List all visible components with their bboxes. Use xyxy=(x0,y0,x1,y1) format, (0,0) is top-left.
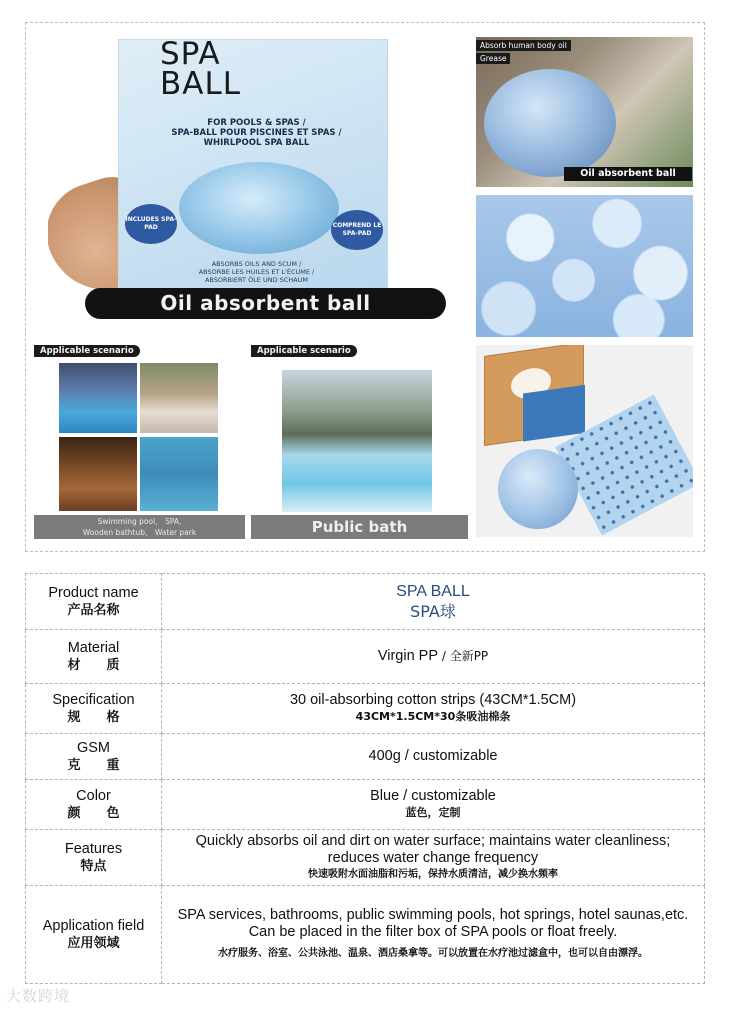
spa-balls-pile-photo xyxy=(476,195,693,337)
spec-table xyxy=(25,573,705,984)
row-gsm xyxy=(26,734,705,780)
water-park-image xyxy=(140,437,218,511)
label-zh: 规 格 xyxy=(67,709,120,725)
value-zh: / 全新PP xyxy=(438,649,489,663)
box-side xyxy=(523,385,585,442)
label-specification xyxy=(26,684,162,734)
value-en: SPA BALL xyxy=(396,582,470,600)
wooden-bathtub-image xyxy=(59,437,137,511)
label-zh: 产品名称 xyxy=(67,602,120,618)
value-zh: 43CM*1.5CM*30条吸油棉条 xyxy=(355,710,511,723)
scenario-tag-right: Applicable scenario xyxy=(251,345,357,357)
spa-ball-box-photo xyxy=(48,31,398,293)
row-product-name xyxy=(26,574,705,630)
value-en: Virgin PP xyxy=(377,648,439,664)
label-en: Material xyxy=(67,639,120,656)
scenario-caption-left: Swimming pool， SPA, Wooden bathtub， Water park xyxy=(34,515,245,539)
value-zh: 水疗服务、浴室、公共泳池、温泉、酒店桑拿等。可以放置在水疗池过滤盒中，也可以自由漂浮。 xyxy=(218,948,648,959)
carton-box xyxy=(484,345,584,446)
public-bath-image xyxy=(282,370,432,512)
spa-ball-image xyxy=(484,69,616,177)
value-zh: 快速吸附水面油脂和污垢，保持水质清洁，减少换水频率 xyxy=(308,868,558,880)
value-application xyxy=(162,886,705,984)
label-en: GSM xyxy=(76,739,111,756)
label-material xyxy=(26,630,162,684)
label-zh: 颜 色 xyxy=(67,805,120,821)
spa-ball-small-image xyxy=(498,449,578,529)
label-en: Product name xyxy=(48,584,139,601)
indoor-pool-image xyxy=(59,363,137,433)
scenario-caption-right: Public bath xyxy=(251,515,468,539)
absorb-oil-photo xyxy=(476,37,693,187)
product-gallery xyxy=(25,22,705,552)
label-features xyxy=(26,830,162,886)
label-gsm xyxy=(26,734,162,780)
value-material xyxy=(162,630,705,684)
value-en: Blue / customizable xyxy=(370,788,496,804)
value-color xyxy=(162,780,705,830)
label-en: Features xyxy=(64,840,123,857)
photo-caption: Oil absorbent ball xyxy=(564,167,692,181)
value-gsm xyxy=(162,734,705,780)
label-en: Color xyxy=(76,787,111,804)
value-zh: SPA球 xyxy=(410,601,456,621)
box-subtitle: FOR POOLS & SPAS / SPA-BALL POUR PISCINES ET SPAS / WHIRLPOOL SPA BALL xyxy=(171,118,342,148)
photo-tag-oil: Absorb human body oil xyxy=(476,40,571,51)
row-specification xyxy=(26,684,705,734)
label-color xyxy=(26,780,162,830)
value-en: 400g / customizable xyxy=(368,748,498,764)
label-zh: 应用领域 xyxy=(67,935,120,951)
value-zh: 蓝色，定制 xyxy=(405,806,461,819)
label-zh: 材 质 xyxy=(67,657,120,673)
row-features xyxy=(26,830,705,886)
box-pad-ball-photo xyxy=(476,345,693,537)
value-en: Quickly absorbs oil and dirt on water surface; maintains water cleanliness; reduces water change frequency xyxy=(195,832,671,866)
label-application xyxy=(26,886,162,984)
box-badge-left: INCLUDES SPA-PAD xyxy=(125,204,177,244)
box-ball-image xyxy=(179,162,339,254)
value-specification xyxy=(162,684,705,734)
box-footer: ABSORBS OILS AND SCUM / ABSORBE LES HUILES ET L'ÉCUME / ABSORBIERT ÖLE UND SCHAUM xyxy=(198,260,315,284)
value-features xyxy=(162,830,705,886)
row-application xyxy=(26,886,705,984)
label-zh: 特点 xyxy=(80,858,107,874)
box-badge-right: COMPREND LE SPA-PAD xyxy=(331,210,383,250)
label-zh: 克 重 xyxy=(67,757,120,773)
value-en: 30 oil-absorbing cotton strips (43CM*1.5CM) xyxy=(289,692,577,708)
box-title: SPA BALL xyxy=(160,36,242,102)
label-en: Specification xyxy=(52,691,135,708)
label-product-name xyxy=(26,574,162,630)
photo-tag-grease: Grease xyxy=(476,53,510,64)
main-caption: Oil absorbent ball xyxy=(85,288,446,319)
hot-spring-image xyxy=(140,363,218,433)
scenario-tag-left: Applicable scenario xyxy=(34,345,140,357)
row-material xyxy=(26,630,705,684)
row-color xyxy=(26,780,705,830)
watermark: 大数跨境 xyxy=(6,987,71,1005)
label-en: Application field xyxy=(42,917,145,934)
value-product-name xyxy=(162,574,705,630)
value-en: SPA services, bathrooms, public swimming pools, hot springs, hotel saunas,etc. Can be placed in the filter box of SPA pools or float freely. xyxy=(177,907,689,940)
